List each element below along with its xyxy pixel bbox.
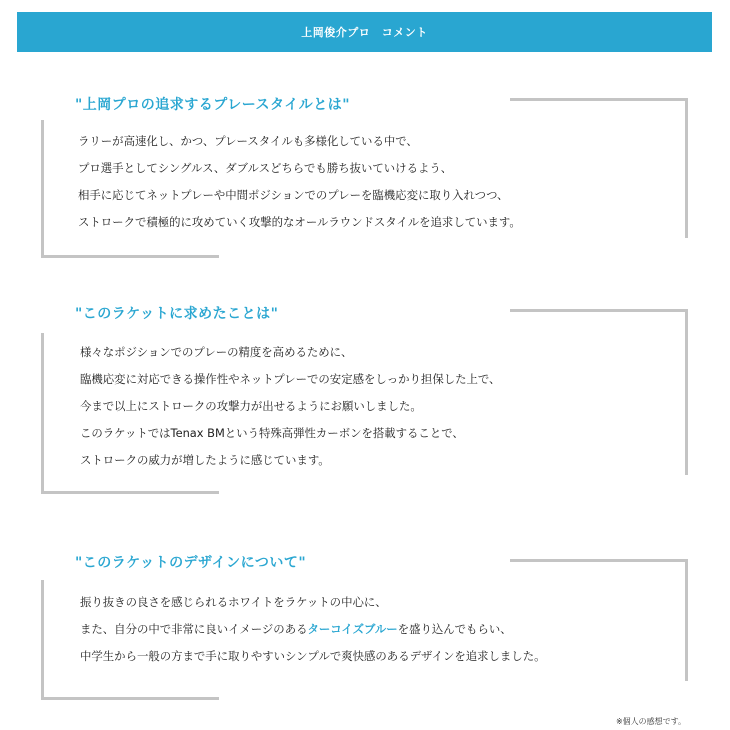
body-line: 相手に応じてネットプレーや中間ポジションでのプレーを臨機応変に取り入れつつ、	[78, 188, 509, 202]
header-title: 上岡俊介プロ コメント	[301, 26, 428, 39]
frame-bottom-line	[41, 491, 219, 494]
section-body	[78, 128, 521, 236]
frame-top-line	[510, 559, 688, 562]
body-line: 臨機応変に対応できる操作性やネットプレーでの安定感をしっかり担保した上で、	[80, 372, 501, 386]
frame-bottom-line	[41, 255, 219, 258]
body-line: 振り抜きの良さを感じられるホワイトをラケットの中心に、	[80, 595, 387, 609]
highlight-turquoise-blue: ターコイズブルー	[307, 622, 398, 636]
frame-right-line	[685, 98, 688, 238]
body-line	[80, 616, 545, 643]
frame-left-line	[41, 580, 44, 700]
body-line: 中学生から一般の方まで手に取りやすいシンプルで爽快感のあるデザインを追求しました。	[80, 649, 546, 663]
body-line: 様々なポジションでのプレーの精度を高めるために、	[80, 345, 353, 359]
section-body	[80, 339, 500, 474]
frame-left-line	[41, 120, 44, 258]
footnote: ※個人の感想です。	[615, 717, 686, 726]
body-text: を盛り込んでもらい、	[397, 622, 512, 636]
section-title: "このラケットのデザインについて"	[75, 555, 307, 571]
frame-top-line	[510, 98, 688, 101]
frame-left-line	[41, 333, 44, 494]
frame-top-line	[510, 309, 688, 312]
section-title: "上岡プロの追求するプレースタイルとは"	[75, 97, 351, 113]
body-line: このラケットではTenax BMという特殊高弾性カーボンを搭載することで、	[80, 426, 464, 440]
section-title: "このラケットに求めたことは"	[75, 306, 279, 322]
frame-right-line	[685, 309, 688, 475]
body-line: ストロークで積極的に攻めていく攻撃的なオールラウンドスタイルを追求しています。	[78, 215, 521, 229]
body-line: ストロークの威力が増したように感じています。	[80, 453, 330, 467]
body-line: ラリーが高速化し、かつ、プレースタイルも多様化している中で、	[78, 134, 418, 148]
section-body	[80, 589, 545, 670]
body-line: 今まで以上にストロークの攻撃力が出せるようにお願いしました。	[80, 399, 422, 413]
header-banner	[17, 12, 712, 52]
frame-right-line	[685, 559, 688, 681]
body-line: プロ選手としてシングルス、ダブルスどちらでも勝ち抜いていけるよう、	[78, 161, 453, 175]
body-text: また、自分の中で非常に良いイメージのある	[80, 622, 308, 636]
frame-bottom-line	[41, 697, 219, 700]
